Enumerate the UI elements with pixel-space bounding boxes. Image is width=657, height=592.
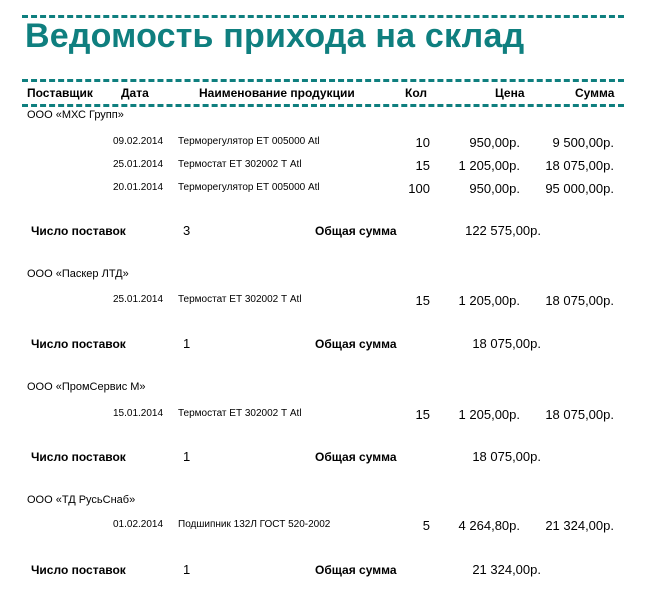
row-sum: 95 000,00р. — [545, 181, 614, 196]
footer-total-label: Общая сумма — [315, 563, 397, 577]
footer-count-value: 1 — [183, 562, 191, 577]
row-sum: 21 324,00р. — [545, 518, 614, 533]
footer-total-label: Общая сумма — [315, 337, 397, 351]
group-supplier: ООО «ПромСервис М» — [27, 381, 146, 393]
row-product: Терморегулятор ЕТ 005000 Atl — [178, 182, 320, 193]
row-product: Терморегулятор ЕТ 005000 Atl — [178, 136, 320, 147]
row-date: 01.02.2014 — [113, 519, 164, 530]
row-sum: 18 075,00р. — [545, 158, 614, 173]
row-qty: 15 — [415, 293, 430, 308]
row-price: 1 205,00р. — [458, 158, 520, 173]
footer-count-label: Число поставок — [31, 224, 126, 238]
header-bottom-divider — [22, 104, 624, 107]
row-product: Подшипник 132Л ГОСТ 520-2002 — [178, 519, 331, 530]
report-title: Ведомость прихода на склад — [25, 17, 525, 55]
footer-total-label: Общая сумма — [315, 224, 397, 238]
column-header-price: Цена — [495, 86, 525, 100]
row-sum: 18 075,00р. — [545, 293, 614, 308]
footer-count-label: Число поставок — [31, 337, 126, 351]
footer-count-value: 1 — [183, 449, 191, 464]
row-date: 09.02.2014 — [113, 136, 164, 147]
group-supplier: ООО «ТД РусьСнаб» — [27, 494, 136, 506]
row-sum: 9 500,00р. — [552, 135, 614, 150]
row-product: Термостат ЕТ 302002 Т Atl — [178, 159, 302, 170]
footer-count-value: 3 — [183, 223, 191, 238]
row-qty: 100 — [408, 181, 430, 196]
footer-total-value: 21 324,00р. — [472, 562, 541, 577]
column-header-product: Наименование продукции — [199, 86, 355, 100]
column-header-supplier: Поставщик — [27, 86, 93, 100]
row-product: Термостат ЕТ 302002 Т Atl — [178, 408, 302, 419]
footer-total-value: 18 075,00р. — [472, 449, 541, 464]
row-qty: 5 — [422, 518, 430, 533]
footer-count-label: Число поставок — [31, 450, 126, 464]
row-price: 950,00р. — [469, 135, 520, 150]
group-supplier: ООО «МХС Групп» — [27, 109, 124, 121]
footer-total-label: Общая сумма — [315, 450, 397, 464]
footer-count-label: Число поставок — [31, 563, 126, 577]
row-sum: 18 075,00р. — [545, 407, 614, 422]
row-date: 25.01.2014 — [113, 159, 164, 170]
row-price: 1 205,00р. — [458, 407, 520, 422]
row-price: 950,00р. — [469, 181, 520, 196]
row-qty: 10 — [415, 135, 430, 150]
row-qty: 15 — [415, 407, 430, 422]
column-header-date: Дата — [121, 86, 149, 100]
footer-total-value: 122 575,00р. — [465, 223, 541, 238]
row-qty: 15 — [415, 158, 430, 173]
header-top-divider — [22, 79, 624, 82]
footer-count-value: 1 — [183, 336, 191, 351]
row-price: 1 205,00р. — [458, 293, 520, 308]
group-supplier: ООО «Паскер ЛТД» — [27, 268, 129, 280]
row-price: 4 264,80р. — [458, 518, 520, 533]
row-date: 15.01.2014 — [113, 408, 164, 419]
top-divider — [22, 15, 624, 18]
footer-total-value: 18 075,00р. — [472, 336, 541, 351]
column-header-qty: Кол — [405, 86, 427, 100]
row-product: Термостат ЕТ 302002 Т Atl — [178, 294, 302, 305]
row-date: 25.01.2014 — [113, 294, 164, 305]
column-header-sum: Сумма — [575, 86, 615, 100]
row-date: 20.01.2014 — [113, 182, 164, 193]
